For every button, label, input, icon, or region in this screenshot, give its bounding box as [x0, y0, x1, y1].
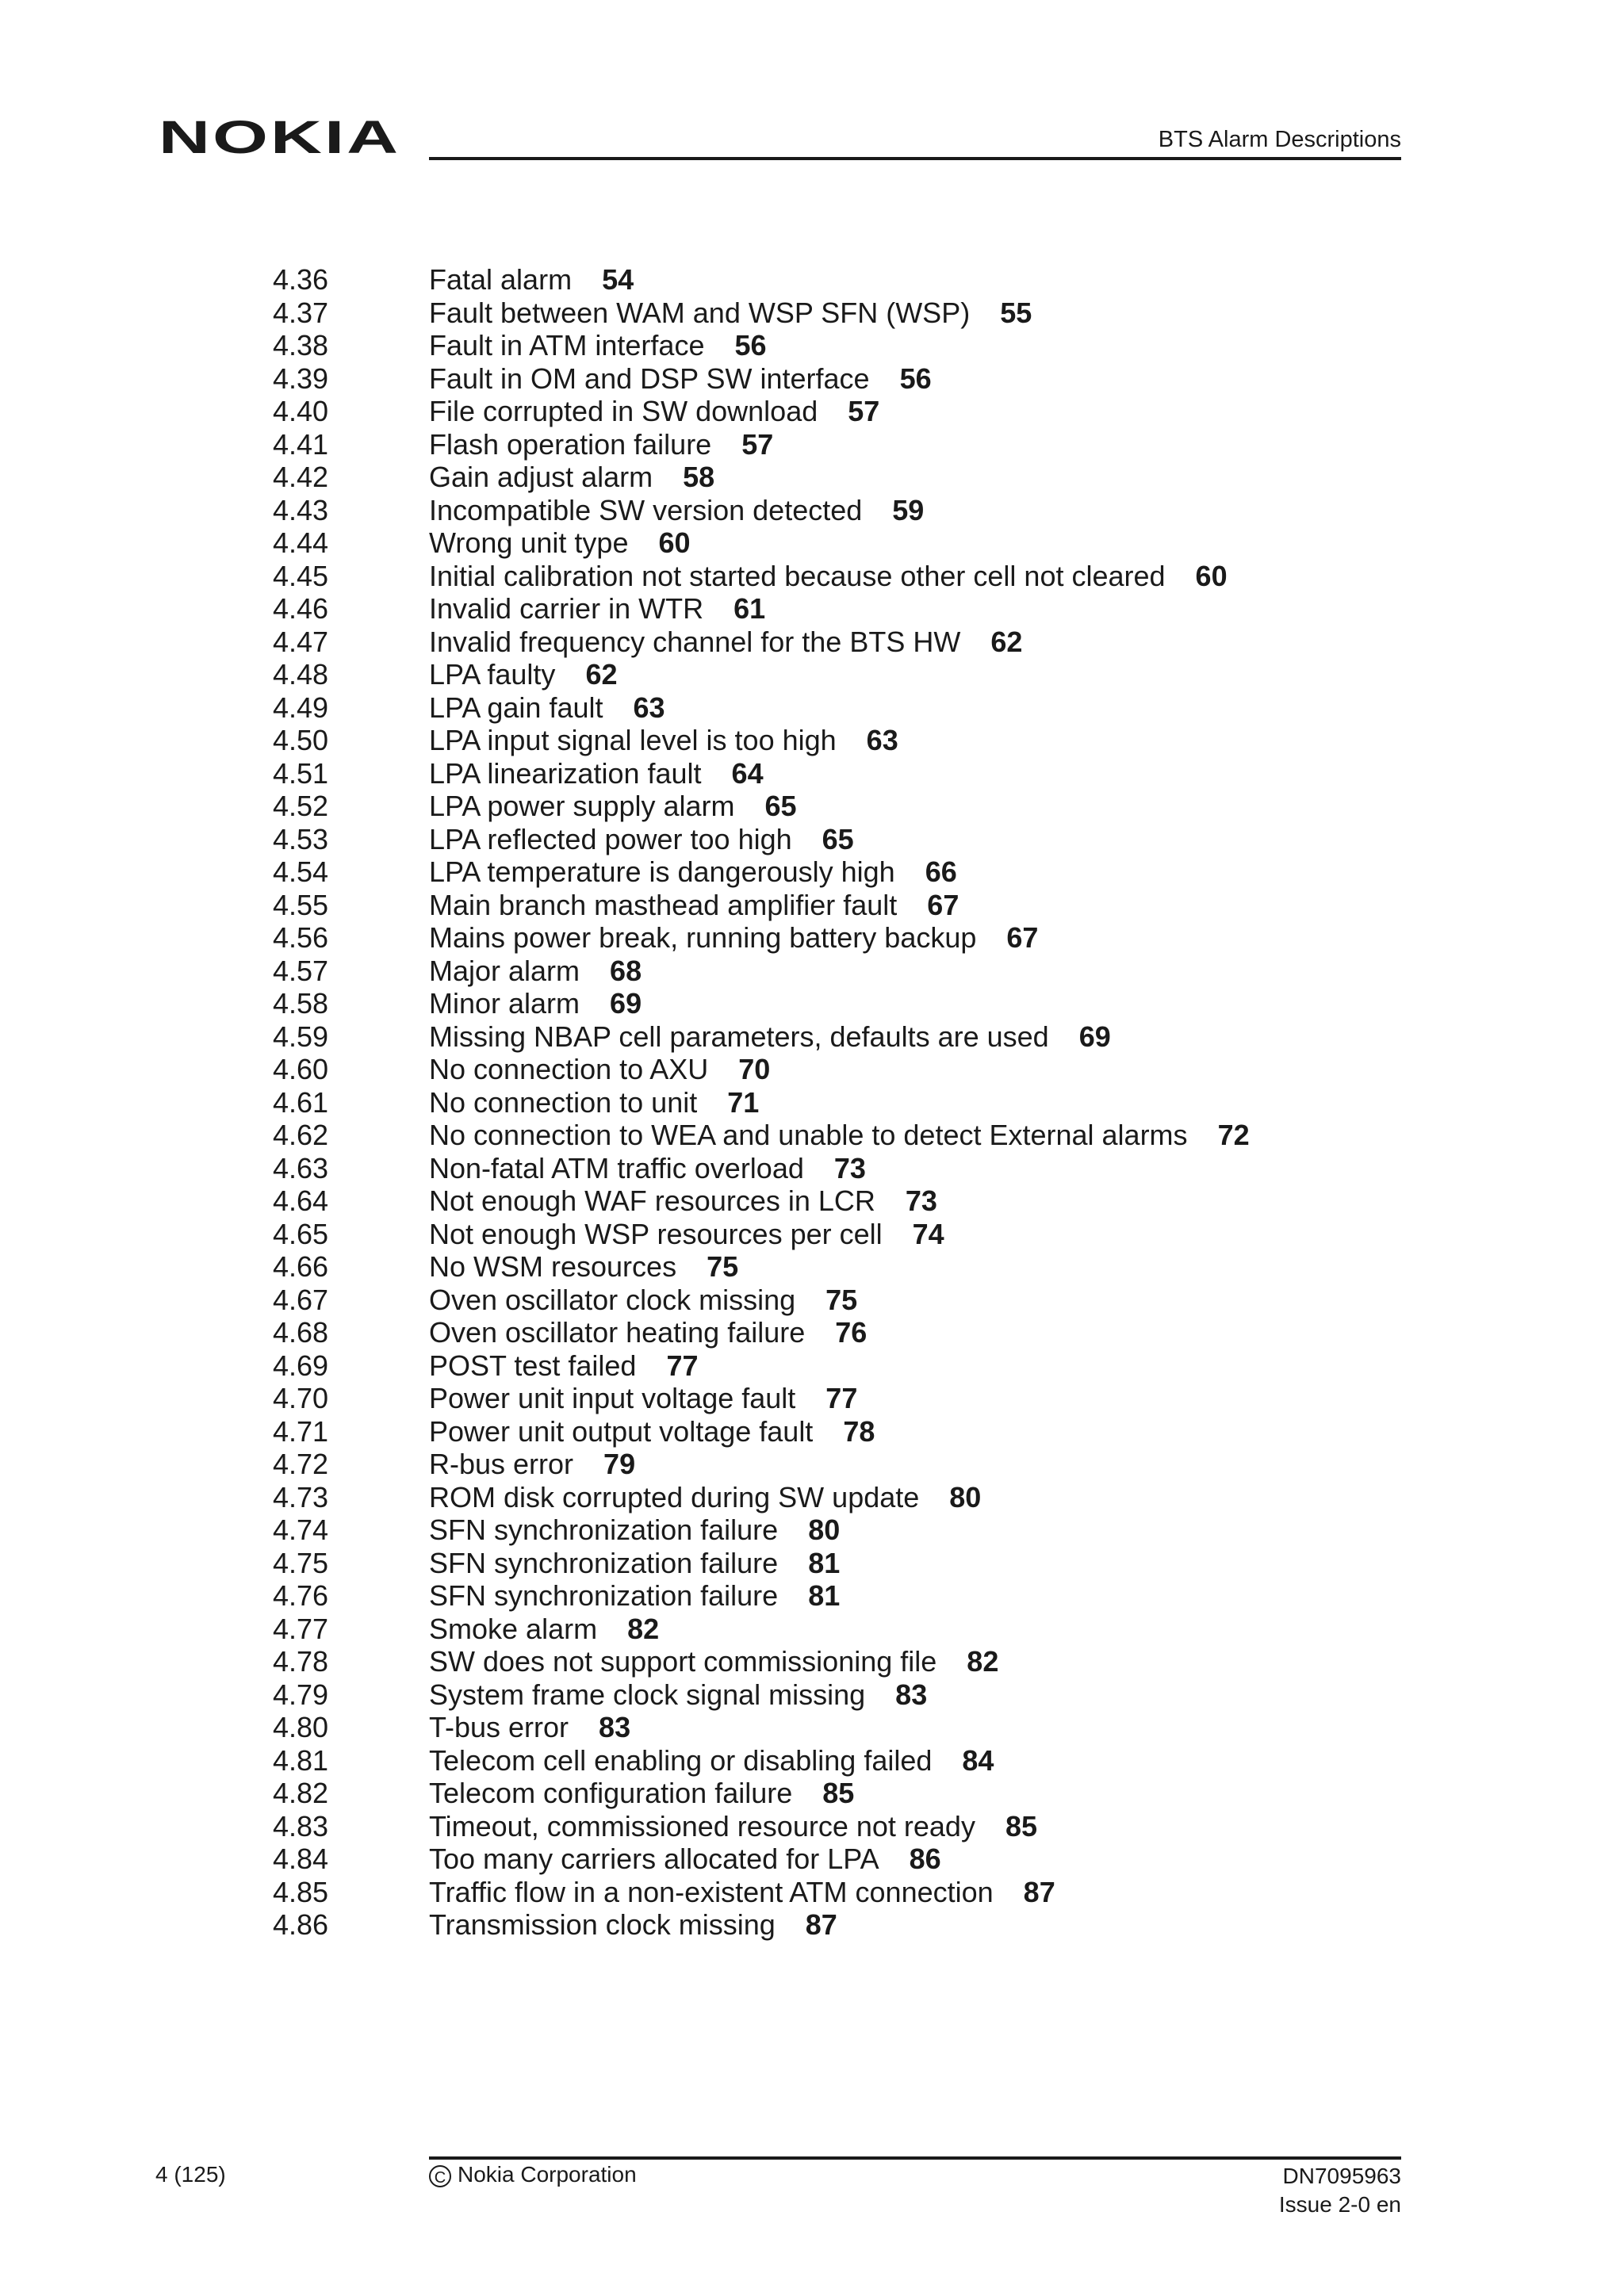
toc-entry[interactable]: [273, 823, 1415, 856]
toc-entry[interactable]: [273, 1382, 1415, 1415]
toc-entry-page: 78: [843, 1414, 875, 1448]
toc-entry-title: LPA faulty: [429, 658, 556, 691]
toc-entry-title: LPA reflected power too high: [429, 822, 792, 855]
toc-entry-title: SFN synchronization failure: [429, 1513, 779, 1546]
toc-entry[interactable]: [273, 1876, 1415, 1909]
toc-entry[interactable]: [273, 921, 1415, 955]
toc-entry-title: Telecom configuration failure: [429, 1777, 793, 1809]
toc-entry-number: 4.72: [273, 1448, 329, 1480]
toc-entry-number: 4.61: [273, 1085, 329, 1119]
toc-entry-title: No WSM resources: [429, 1250, 677, 1283]
toc-entry-title: Invalid frequency channel for the BTS HW: [429, 625, 961, 658]
toc-entry[interactable]: [273, 1184, 1415, 1218]
toc-entry-page: 82: [967, 1645, 999, 1678]
toc-entry[interactable]: [273, 1152, 1415, 1185]
toc-entry[interactable]: [273, 329, 1415, 362]
toc-entry[interactable]: [273, 362, 1415, 396]
toc-entry-title: LPA linearization fault: [429, 756, 702, 790]
toc-entry[interactable]: [273, 1810, 1415, 1843]
header-divider: [429, 157, 1401, 160]
toc-entry-number: 4.81: [273, 1743, 329, 1777]
footer-copyright: [429, 2162, 637, 2187]
toc-entry[interactable]: [273, 263, 1415, 297]
toc-entry-number: 4.41: [273, 427, 329, 461]
toc-entry[interactable]: [273, 987, 1415, 1020]
toc-entry-title: Not enough WAF resources in LCR: [429, 1184, 875, 1217]
footer-divider: [429, 2156, 1401, 2160]
toc-entry-page: 81: [808, 1579, 841, 1612]
toc-entry-number: 4.42: [273, 461, 329, 493]
table-of-contents: [273, 263, 1415, 1942]
toc-entry-title: Telecom cell enabling or disabling failed: [429, 1743, 933, 1777]
toc-entry[interactable]: [273, 428, 1415, 461]
toc-entry-page: 68: [610, 954, 642, 987]
toc-entry-page: 66: [925, 855, 957, 888]
toc-entry[interactable]: [273, 461, 1415, 494]
toc-entry[interactable]: [273, 1481, 1415, 1514]
header-title: BTS Alarm Descriptions: [1158, 127, 1401, 152]
toc-entry-number: 4.86: [273, 1908, 329, 1941]
toc-entry-number: 4.73: [273, 1480, 329, 1513]
toc-entry[interactable]: [273, 1119, 1415, 1152]
toc-entry-page: 76: [835, 1316, 868, 1349]
toc-entry[interactable]: [273, 494, 1415, 527]
toc-entry-number: 4.54: [273, 855, 329, 888]
toc-entry[interactable]: [273, 560, 1415, 593]
toc-entry[interactable]: [273, 1645, 1415, 1678]
toc-entry[interactable]: [273, 1316, 1415, 1349]
toc-entry-number: 4.43: [273, 493, 329, 526]
toc-entry-page: 77: [666, 1349, 699, 1382]
toc-entry[interactable]: [273, 1284, 1415, 1317]
toc-entry-number: 4.77: [273, 1612, 329, 1645]
toc-entry-page: 61: [733, 592, 766, 625]
toc-entry-title: Too many carriers allocated for LPA: [429, 1843, 879, 1875]
toc-entry-page: 74: [912, 1217, 944, 1250]
toc-entry-title: Fatal alarm: [429, 263, 573, 296]
toc-entry-title: Power unit input voltage fault: [429, 1382, 796, 1414]
toc-entry[interactable]: [273, 1250, 1415, 1284]
toc-entry[interactable]: [273, 955, 1415, 988]
toc-entry-page: 73: [833, 1151, 866, 1184]
toc-entry-title: Wrong unit type: [429, 526, 629, 559]
toc-entry-page: 85: [1005, 1809, 1038, 1843]
toc-entry-number: 4.56: [273, 921, 329, 954]
toc-entry-page: 69: [610, 987, 642, 1020]
toc-entry-page: 80: [808, 1513, 841, 1546]
toc-entry-page: 81: [808, 1546, 841, 1579]
toc-entry-page: 70: [738, 1053, 771, 1085]
toc-entry[interactable]: [273, 1579, 1415, 1613]
toc-entry-page: 82: [627, 1612, 660, 1645]
toc-entry-title: R-bus error: [429, 1448, 574, 1480]
toc-entry-title: File corrupted in SW download: [429, 395, 818, 427]
toc-entry-number: 4.79: [273, 1678, 329, 1711]
toc-entry-title: Initial calibration not started because other cell not cleared: [429, 559, 1166, 592]
toc-entry[interactable]: [273, 1777, 1415, 1810]
toc-entry-title: Incompatible SW version detected: [429, 493, 863, 526]
toc-entry-title: SFN synchronization failure: [429, 1579, 779, 1612]
toc-entry[interactable]: [273, 724, 1415, 757]
toc-entry-title: No connection to WEA and unable to detect External alarms: [429, 1119, 1188, 1151]
toc-entry-title: Oven oscillator clock missing: [429, 1283, 796, 1316]
toc-entry-number: 4.80: [273, 1711, 329, 1743]
toc-entry-title: Missing NBAP cell parameters, defaults are used: [429, 1020, 1049, 1053]
toc-entry-page: 65: [764, 790, 797, 822]
toc-entry-page: 60: [1195, 559, 1228, 592]
toc-entry-number: 4.50: [273, 724, 329, 756]
toc-entry-page: 67: [1006, 921, 1039, 954]
toc-entry-page: 62: [585, 658, 618, 691]
toc-entry-number: 4.83: [273, 1809, 329, 1843]
toc-entry-page: 72: [1217, 1119, 1250, 1151]
toc-entry[interactable]: [273, 626, 1415, 659]
toc-entry[interactable]: [273, 592, 1415, 626]
toc-entry[interactable]: [273, 526, 1415, 560]
toc-entry-title: LPA power supply alarm: [429, 790, 735, 822]
toc-entry[interactable]: [273, 1020, 1415, 1054]
toc-entry[interactable]: [273, 297, 1415, 330]
toc-entry-page: 62: [990, 625, 1023, 658]
toc-entry-page: 87: [805, 1908, 837, 1941]
toc-entry-title: LPA temperature is dangerously high: [429, 855, 895, 888]
nokia-logo: NOKIA: [159, 112, 401, 163]
toc-entry-title: Minor alarm: [429, 987, 580, 1020]
toc-entry-title: LPA input signal level is too high: [429, 724, 837, 756]
toc-entry-title: Oven oscillator heating failure: [429, 1316, 806, 1349]
toc-entry[interactable]: [273, 395, 1415, 428]
toc-entry-title: Traffic flow in a non-existent ATM connection: [429, 1875, 994, 1908]
toc-entry-title: No connection to AXU: [429, 1053, 709, 1085]
footer-doc-info: [1279, 2162, 1401, 2219]
toc-entry[interactable]: [273, 1678, 1415, 1712]
toc-entry-page: 75: [825, 1283, 858, 1316]
toc-entry-number: 4.45: [273, 559, 329, 592]
toc-entry-number: 4.49: [273, 691, 329, 724]
toc-entry-title: Non-fatal ATM traffic overload: [429, 1151, 804, 1184]
toc-entry-number: 4.69: [273, 1349, 329, 1382]
toc-entry-page: 58: [683, 461, 715, 493]
toc-entry-number: 4.82: [273, 1777, 329, 1809]
toc-entry[interactable]: [273, 1349, 1415, 1383]
toc-entry[interactable]: [273, 757, 1415, 790]
toc-entry[interactable]: [273, 889, 1415, 922]
toc-entry-page: 59: [892, 493, 925, 526]
toc-entry-number: 4.65: [273, 1217, 329, 1250]
toc-entry-page: 63: [633, 691, 665, 724]
toc-entry-title: Fault in ATM interface: [429, 329, 705, 362]
toc-entry-number: 4.85: [273, 1875, 329, 1908]
toc-entry[interactable]: [273, 1053, 1415, 1086]
toc-entry[interactable]: [273, 1613, 1415, 1646]
toc-entry-number: 4.84: [273, 1843, 329, 1875]
toc-entry-number: 4.67: [273, 1283, 329, 1316]
toc-entry-number: 4.52: [273, 790, 329, 822]
toc-entry-number: 4.37: [273, 296, 329, 329]
page-number: 4 (125): [155, 2162, 226, 2187]
toc-entry-page: 75: [707, 1250, 739, 1283]
toc-entry-page: 80: [949, 1480, 982, 1513]
toc-entry[interactable]: [273, 1415, 1415, 1448]
copyright-icon: C: [429, 2165, 451, 2187]
toc-entry-page: 55: [1000, 296, 1032, 329]
toc-entry-title: Smoke alarm: [429, 1612, 598, 1645]
toc-entry-title: Flash operation failure: [429, 427, 712, 461]
toc-entry-page: 57: [741, 427, 774, 461]
toc-entry-number: 4.51: [273, 756, 329, 790]
toc-entry[interactable]: [273, 790, 1415, 823]
toc-entry[interactable]: [273, 855, 1415, 889]
toc-entry[interactable]: [273, 1908, 1415, 1942]
toc-entry[interactable]: [273, 691, 1415, 725]
toc-entry[interactable]: [273, 1448, 1415, 1481]
toc-entry-title: System frame clock signal missing: [429, 1678, 866, 1711]
toc-entry-title: T-bus error: [429, 1711, 569, 1743]
toc-entry-page: 56: [899, 362, 932, 395]
toc-entry-number: 4.57: [273, 954, 329, 987]
toc-entry-title: Main branch masthead amplifier fault: [429, 888, 898, 921]
toc-entry-page: 79: [603, 1448, 636, 1480]
toc-entry-number: 4.40: [273, 395, 329, 427]
toc-entry-number: 4.68: [273, 1316, 329, 1349]
toc-entry-title: Invalid carrier in WTR: [429, 592, 704, 625]
toc-entry-number: 4.74: [273, 1513, 329, 1546]
toc-entry-number: 4.53: [273, 822, 329, 855]
toc-entry-number: 4.64: [273, 1184, 329, 1217]
toc-entry-number: 4.63: [273, 1151, 329, 1184]
toc-entry-title: POST test failed: [429, 1349, 637, 1382]
toc-entry-number: 4.44: [273, 526, 329, 559]
toc-entry-page: 84: [962, 1743, 994, 1777]
toc-entry[interactable]: [273, 1086, 1415, 1119]
toc-entry[interactable]: [273, 1547, 1415, 1580]
toc-entry-page: 77: [825, 1382, 858, 1414]
toc-entry-title: Timeout, commissioned resource not ready: [429, 1809, 975, 1843]
copyright-text: Nokia Corporation: [458, 2162, 637, 2187]
toc-entry-number: 4.70: [273, 1382, 329, 1414]
toc-entry-page: 86: [909, 1843, 941, 1875]
toc-entry-title: Not enough WSP resources per cell: [429, 1217, 883, 1250]
toc-entry-page: 73: [905, 1184, 937, 1217]
toc-entry-number: 4.48: [273, 658, 329, 691]
toc-entry-number: 4.36: [273, 263, 329, 296]
toc-entry-number: 4.66: [273, 1250, 329, 1283]
toc-entry[interactable]: [273, 1513, 1415, 1547]
toc-entry-number: 4.71: [273, 1414, 329, 1448]
toc-entry[interactable]: [273, 658, 1415, 691]
toc-entry-page: 69: [1078, 1020, 1111, 1053]
toc-entry-page: 60: [658, 526, 691, 559]
toc-entry-page: 57: [848, 395, 880, 427]
toc-entry-title: Major alarm: [429, 954, 580, 987]
toc-entry-page: 65: [822, 822, 854, 855]
toc-entry-page: 56: [734, 329, 767, 362]
toc-entry-number: 4.76: [273, 1579, 329, 1612]
toc-entry-title: Mains power break, running battery backup: [429, 921, 977, 954]
toc-entry-title: SFN synchronization failure: [429, 1546, 779, 1579]
toc-entry-number: 4.58: [273, 987, 329, 1020]
toc-entry-number: 4.60: [273, 1053, 329, 1085]
toc-entry-page: 83: [895, 1678, 928, 1711]
toc-entry-title: Fault in OM and DSP SW interface: [429, 362, 870, 395]
toc-entry-title: Transmission clock missing: [429, 1908, 776, 1941]
toc-entry-title: Gain adjust alarm: [429, 461, 653, 493]
document-id: DN7095963: [1282, 2164, 1401, 2188]
toc-entry[interactable]: [273, 1218, 1415, 1251]
toc-entry-page: 85: [822, 1777, 855, 1809]
toc-entry[interactable]: [273, 1711, 1415, 1744]
toc-entry-number: 4.47: [273, 625, 329, 658]
toc-entry-number: 4.46: [273, 592, 329, 625]
toc-entry-number: 4.75: [273, 1546, 329, 1579]
toc-entry-page: 64: [731, 756, 764, 790]
issue-label: Issue 2-0 en: [1278, 2192, 1401, 2217]
toc-entry-page: 87: [1023, 1875, 1055, 1908]
toc-entry-page: 63: [866, 724, 898, 756]
toc-entry-title: Power unit output voltage fault: [429, 1414, 814, 1448]
toc-entry-number: 4.78: [273, 1645, 329, 1678]
toc-entry-title: LPA gain fault: [429, 691, 603, 724]
toc-entry-number: 4.59: [273, 1020, 329, 1053]
toc-entry-page: 71: [727, 1085, 760, 1119]
toc-entry-number: 4.38: [273, 329, 329, 362]
toc-entry-page: 54: [602, 263, 634, 296]
toc-entry-title: Fault between WAM and WSP SFN (WSP): [429, 296, 971, 329]
toc-entry-number: 4.55: [273, 888, 329, 921]
toc-entry-page: 83: [599, 1711, 631, 1743]
toc-entry-title: SW does not support commissioning file: [429, 1645, 937, 1678]
toc-entry-page: 67: [927, 888, 959, 921]
toc-entry-number: 4.62: [273, 1119, 329, 1151]
toc-entry[interactable]: [273, 1744, 1415, 1777]
toc-entry-number: 4.39: [273, 362, 329, 395]
toc-entry-title: ROM disk corrupted during SW update: [429, 1480, 920, 1513]
toc-entry-title: No connection to unit: [429, 1085, 698, 1119]
toc-entry[interactable]: [273, 1843, 1415, 1876]
